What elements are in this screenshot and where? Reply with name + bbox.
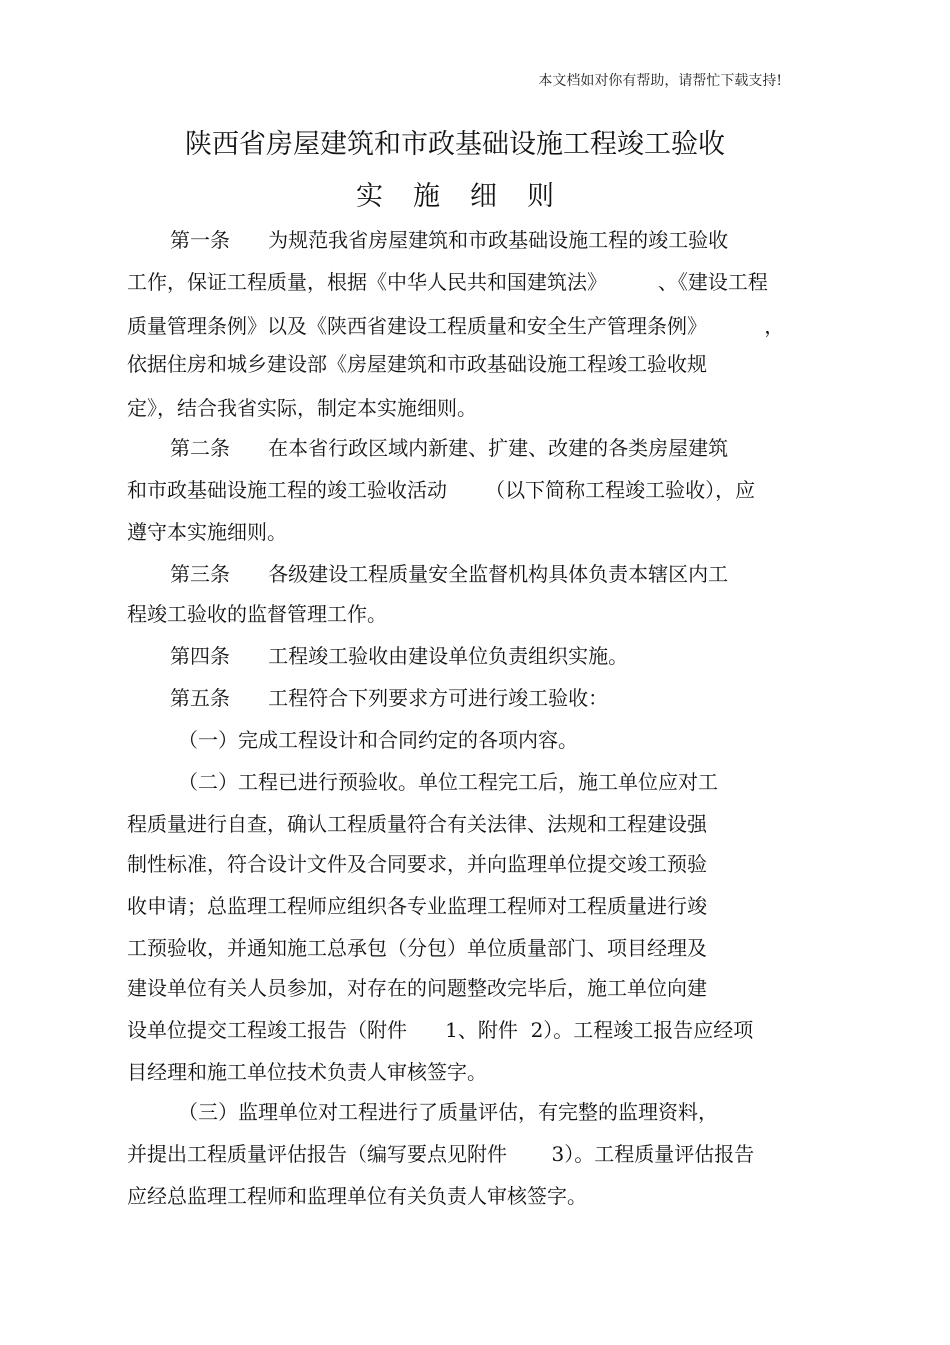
article-5-line-1: 第五条 工程符合下列要求方可进行竣工验收： xyxy=(170,686,609,710)
item-2-line-7: 设单位提交工程竣工报告（附件 1、附件 2）。工程竣工报告应经项 xyxy=(127,1018,754,1042)
article-1-line-4: 依据住房和城乡建设部《房屋建筑和市政基础设施工程竣工验收规 xyxy=(127,352,707,376)
document-title: 陕西省房屋建筑和市政基础设施工程竣工验收 xyxy=(185,129,725,160)
article-1-line-1: 第一条 为规范我省房屋建筑和市政基础设施工程的竣工验收 xyxy=(170,228,729,252)
item-2-line-5: 工预验收，并通知施工总承包（分包）单位质量部门、项目经理及 xyxy=(127,936,707,960)
article-2-line-3: 遵守本实施细则。 xyxy=(127,520,287,544)
item-1-line-1: （一）完成工程设计和合同约定的各项内容。 xyxy=(178,728,578,752)
item-2-line-3: 制性标准，符合设计文件及合同要求，并向监理单位提交竣工预验 xyxy=(127,852,707,876)
item-3-line-1: （三）监理单位对工程进行了质量评估，有完整的监理资料， xyxy=(178,1100,718,1124)
item-3-line-2: 并提出工程质量评估报告（编写要点见附件 3）。工程质量评估报告 xyxy=(127,1142,755,1166)
header-note: 本文档如对你有帮助，请帮忙下载支持! xyxy=(538,73,782,89)
item-2-line-6: 建设单位有关人员参加，对存在的问题整改完毕后，施工单位向建 xyxy=(127,976,707,1000)
article-4-line-1: 第四条 工程竣工验收由建设单位负责组织实施。 xyxy=(170,644,629,668)
item-2-line-4: 收申请；总监理工程师应组织各专业监理工程师对工程质量进行竣 xyxy=(127,894,707,918)
article-2-line-2: 和市政基础设施工程的竣工验收活动 （以下简称工程竣工验收），应 xyxy=(127,478,756,502)
item-2-line-8: 目经理和施工单位技术负责人审核签字。 xyxy=(127,1060,487,1084)
item-2-line-1: （二）工程已进行预验收。单位工程完工后，施工单位应对工 xyxy=(178,770,718,794)
article-3-line-2: 程竣工验收的监督管理工作。 xyxy=(127,602,387,626)
article-2-line-1: 第二条 在本省行政区域内新建、扩建、改建的各类房屋建筑 xyxy=(170,436,729,460)
article-1-line-3: 质量管理条例》以及《陕西省建设工程质量和安全生产管理条例》 ， xyxy=(127,314,785,338)
article-1-line-5: 定》，结合我省实际，制定本实施细则。 xyxy=(127,396,477,420)
article-1-line-2: 工作，保证工程质量，根据《中华人民共和国建筑法》 、《建设工程 xyxy=(127,270,768,294)
document-subtitle: 实施细则 xyxy=(356,181,584,212)
item-3-line-3: 应经总监理工程师和监理单位有关负责人审核签字。 xyxy=(127,1184,587,1208)
item-2-line-2: 程质量进行自查，确认工程质量符合有关法律、法规和工程建设强 xyxy=(127,812,707,836)
article-3-line-1: 第三条 各级建设工程质量安全监督机构具体负责本辖区内工 xyxy=(170,562,729,586)
